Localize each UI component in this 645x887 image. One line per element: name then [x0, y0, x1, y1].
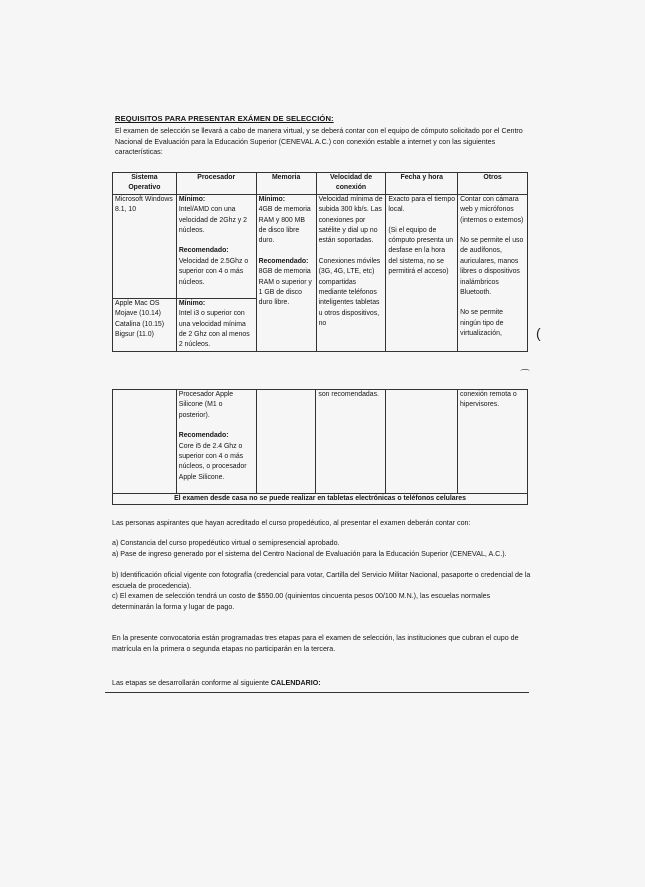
header-os: Sistema Operativo — [113, 173, 177, 195]
header-date-time: Fecha y hora — [386, 173, 458, 195]
processor-apple-rec-value: Core i5 de 2.4 Ghz o superior con 4 o más núcleos, o procesador Apple Silicone. — [178, 442, 247, 481]
date-time-text-2: (Si el equipo de cómputo presenta un desfase en la hora del sistema, no se permitirá el acceso) — [388, 226, 454, 276]
table-note-row — [113, 494, 528, 505]
memory-cell — [256, 194, 316, 351]
processor-min-label: Mínimo: — [178, 195, 206, 203]
processor-continued — [176, 390, 256, 494]
table-row-windows — [113, 194, 528, 298]
intro-paragraph: El examen de selección se llevará a cabo de manera virtual, y se deberá contar con el equipo de cómputo solicitado por el Centro Nacional de Evaluación para la Educación Superior (CENEVAL A.C.) con conexión estable a internet y con las siguientes características: — [115, 127, 523, 156]
table-row-continued — [113, 390, 528, 494]
processor-rec-label: Recomendado: — [178, 247, 229, 255]
header-memory: Memoria — [256, 173, 316, 195]
scan-mark: ( — [536, 325, 541, 341]
processor-mac-min-label: Mínimo: — [178, 299, 206, 307]
date-time-text-1: Exacto para el tiempo local. — [388, 195, 456, 214]
connection-continued: son recomendadas. — [316, 390, 386, 494]
others-text-2: No se permite el uso de audífonos, auriculares, manos libres o dispositivos inalámbricos Bluetooth. — [460, 237, 524, 297]
connection-cell — [316, 194, 386, 351]
connection-text-1: Velocidad mínima de subida 300 kb/s. Las conexiones por satélite y dial up no están soportadas. — [318, 195, 383, 245]
processor-rec-value: Velocidad de 2.5Ghz o superior con 4 o más núcleos. — [178, 257, 249, 286]
others-continued: conexión remota o hipervisores. — [458, 390, 528, 494]
table-header-row — [113, 173, 528, 195]
list-item-a2: a) Pase de ingreso generado por el sistema del Centro Nacional de Evaluación para la Educación Superior (CENEVAL, A.C.). — [112, 550, 507, 558]
header-processor: Procesador — [176, 173, 256, 195]
processor-apple-value: Procesador Apple Silicone (M1 o posterior). — [178, 391, 234, 419]
list-item-b: b) Identificación oficial vigente con fotografía (credencial para votar, Cartilla del Servicio Militar Nacional, pasaporte o credencial de la escuela de procedencia). — [112, 571, 531, 590]
scan-mark-tilde: ⌒ — [520, 370, 530, 381]
memory-rec-value: 8GB de memoria RAM o superior y 1 GB de disco duro libre. — [258, 268, 312, 307]
section-heading: REQUISITOS PARA PRESENTAR EXÁMEN DE SELECCIÓN: — [115, 114, 334, 123]
divider-line — [105, 692, 529, 693]
paragraph-requirements: Las personas aspirantes que hayan acreditado el curso propedéutico, al presentar el examen deberán contar con: — [112, 519, 471, 527]
memory-rec-label: Recomendado: — [258, 257, 309, 265]
requirements-table — [112, 172, 528, 352]
calendar-line — [112, 678, 532, 689]
os-windows: Microsoft Windows 8.1, 10 — [113, 194, 177, 298]
os-mac: Apple Mac OS Mojave (10.14) Catalina (10.15) Bigsur (11.0) — [113, 298, 177, 351]
calendar-prefix: Las etapas se desarrollarán conforme al siguiente — [112, 679, 271, 687]
requirements-table-continued — [112, 389, 528, 505]
date-time-continued — [386, 390, 458, 494]
header-connection: Velocidad de conexión — [316, 173, 386, 195]
others-cell — [458, 194, 528, 351]
list-item-a: a) Constancia del curso propedéutico virtual o semipresencial aprobado. — [112, 539, 340, 547]
date-time-cell — [386, 194, 458, 351]
memory-min-label: Mínimo: — [258, 195, 286, 203]
others-text-3: No se permite ningún tipo de virtualización, — [460, 309, 504, 338]
table-note: El examen desde casa no se puede realizar en tabletas electrónicas o teléfonos celulares — [113, 494, 528, 505]
list-item-c: c) El examen de selección tendrá un costo de $550.00 (quinientos cincuenta pesos 00/100 M.N.), las escuelas normales determinarán la forma y lugar de pago. — [112, 592, 491, 611]
processor-apple-rec-label: Recomendado: — [178, 432, 229, 440]
processor-min-value: Intel/AMD con una velocidad de 2Ghz y 2 núcleos. — [178, 206, 247, 235]
processor-mac-min-value: Intel i3 o superior con una velocidad mínima de 2 Ghz con al menos 2 núcleos. — [178, 310, 250, 349]
memory-min-value: 4GB de memoria RAM y 800 MB de disco libre duro. — [258, 206, 311, 245]
memory-continued — [256, 390, 316, 494]
calendar-word: CALENDARIO: — [270, 679, 321, 687]
paragraph-stages: En la presente convocatoria están programadas tres etapas para el examen de selección, las instituciones que cubran el cupo de matrícula en la primera o segunda etapas no participarán en la tercera. — [112, 634, 519, 653]
processor-windows — [176, 194, 256, 298]
header-others: Otros — [458, 173, 528, 195]
others-text-1: Contar con cámara web y micrófonos (internos o externos) — [460, 195, 524, 224]
connection-text-2: Conexiones móviles (3G, 4G, LTE, etc) compartidas mediante teléfonos inteligentes tabletas u otros dispositivos, no — [318, 257, 381, 328]
processor-mac — [176, 298, 256, 351]
os-continued — [113, 390, 177, 494]
